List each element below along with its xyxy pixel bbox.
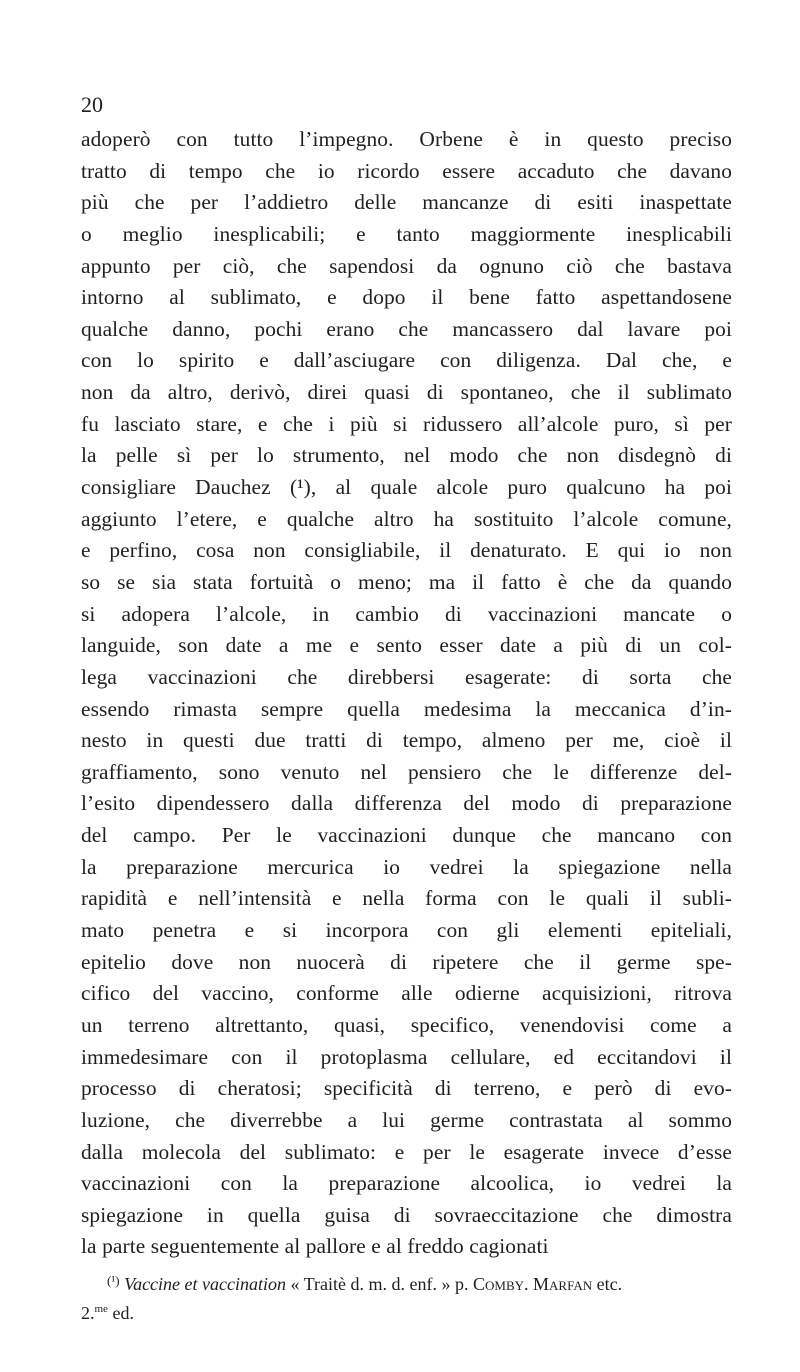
text-line: si adopera l’alcole, in cambio di vaccinazioni mancate o (81, 601, 732, 626)
edition-suffix: me (94, 1303, 108, 1315)
text-line: consigliare Dauchez (¹), al quale alcole puro qualcuno ha poi (81, 475, 732, 500)
edition-number: 2. (81, 1303, 95, 1323)
footnote-line (81, 1297, 732, 1326)
text-line: processo di cheratosi; specificità di terreno, e però di evo- (81, 1076, 732, 1101)
page-number: 20 (81, 92, 103, 117)
text-line: spiegazione in quella guisa di sovraeccitazione che dimostra (81, 1202, 732, 1227)
edition-word: ed. (112, 1303, 134, 1323)
text-line: la preparazione mercurica io vedrei la spiegazione nella (81, 854, 732, 879)
text-line: luzione, che diverrebbe a lui germe contrastata al sommo (81, 1107, 732, 1132)
text-line: dalla molecola del sublimato: e per le esagerate invece d’esse (81, 1139, 732, 1164)
text-line: adoperò con tutto l’impegno. Orbene è in questo preciso (81, 127, 732, 151)
body-text (81, 124, 732, 1263)
text-line: l’esito dipendessero dalla differenza del modo di preparazione (81, 791, 732, 816)
text-line: rapidità e nell’intensità e nella forma con le quali il subli- (81, 886, 732, 911)
text-line: con lo spirito e dall’asciugare con diligenza. Dal che, e (81, 348, 732, 373)
text-line: vaccinazioni con la preparazione alcoolica, io vedrei la (81, 1171, 732, 1196)
text-line: aggiunto l’etere, e qualche altro ha sostituito l’alcole comune, (81, 506, 732, 531)
text-line: lega vaccinazioni che direbbersi esagerate: di sorta che (81, 664, 732, 689)
text-line: so se sia stata fortuità o meno; ma il fatto è che da quando (81, 569, 732, 594)
footnote-marker: (¹) (107, 1273, 120, 1288)
text-line: appunto per ciò, che sapendosi da ognuno ciò che bastava (81, 253, 732, 278)
text-line: graffiamento, sono venuto nel pensiero che le differenze del- (81, 759, 732, 784)
text-line: intorno al sublimato, e dopo il bene fatto aspettandosene (81, 285, 732, 310)
text-line: la parte seguentemente al pallore e al freddo cagionati (81, 1234, 549, 1259)
text-line: mato penetra e si incorpora con gli elementi epiteliali, (81, 918, 732, 943)
footnote-authors: Comby. Marfan (473, 1274, 593, 1294)
footnote-title: Vaccine et vaccination (124, 1274, 286, 1294)
text-line: epitelio dove non nuocerà di ripetere che il germe spe- (81, 949, 732, 974)
text-line: fu lasciato stare, e che i più si ridussero all’alcole puro, sì per (81, 411, 732, 436)
text-line: essendo rimasta sempre quella medesima la meccanica d’in- (81, 696, 732, 721)
text-line: languide, son date a me e sento esser date a più di un col- (81, 633, 732, 658)
text-line: la pelle sì per lo strumento, nel modo che non disdegnò di (81, 443, 732, 468)
text-line: del campo. Per le vaccinazioni dunque che mancano con (81, 823, 732, 848)
text-line: più che per l’addietro delle mancanze di esiti inaspettate (81, 190, 732, 215)
footnote-source: « Traitè d. m. d. enf. » p. (290, 1274, 469, 1294)
footnote-line (81, 1268, 732, 1297)
text-line: non da altro, derivò, direi quasi di spontaneo, che il sublimato (81, 380, 732, 405)
text-line: immedesimare con il protoplasma cellulare, ed eccitandovi il (81, 1044, 732, 1069)
text-line: qualche danno, pochi erano che mancassero dal lavare poi (81, 316, 732, 341)
text-line: un terreno altrettanto, quasi, specifico, venendovisi come a (81, 1012, 732, 1037)
footnote-etc: etc. (596, 1274, 623, 1294)
text-line: o meglio inesplicabili; e tanto maggiormente inesplicabili (81, 221, 732, 246)
text-line: e perfino, cosa non consigliabile, il denaturato. E qui io non (81, 538, 732, 563)
text-line: tratto di tempo che io ricordo essere accaduto che davano (81, 158, 732, 183)
footnote (81, 1268, 732, 1326)
text-line: cifico del vaccino, conforme alle odierne acquisizioni, ritrova (81, 981, 732, 1006)
text-line: nesto in questi due tratti di tempo, almeno per me, cioè il (81, 728, 732, 753)
